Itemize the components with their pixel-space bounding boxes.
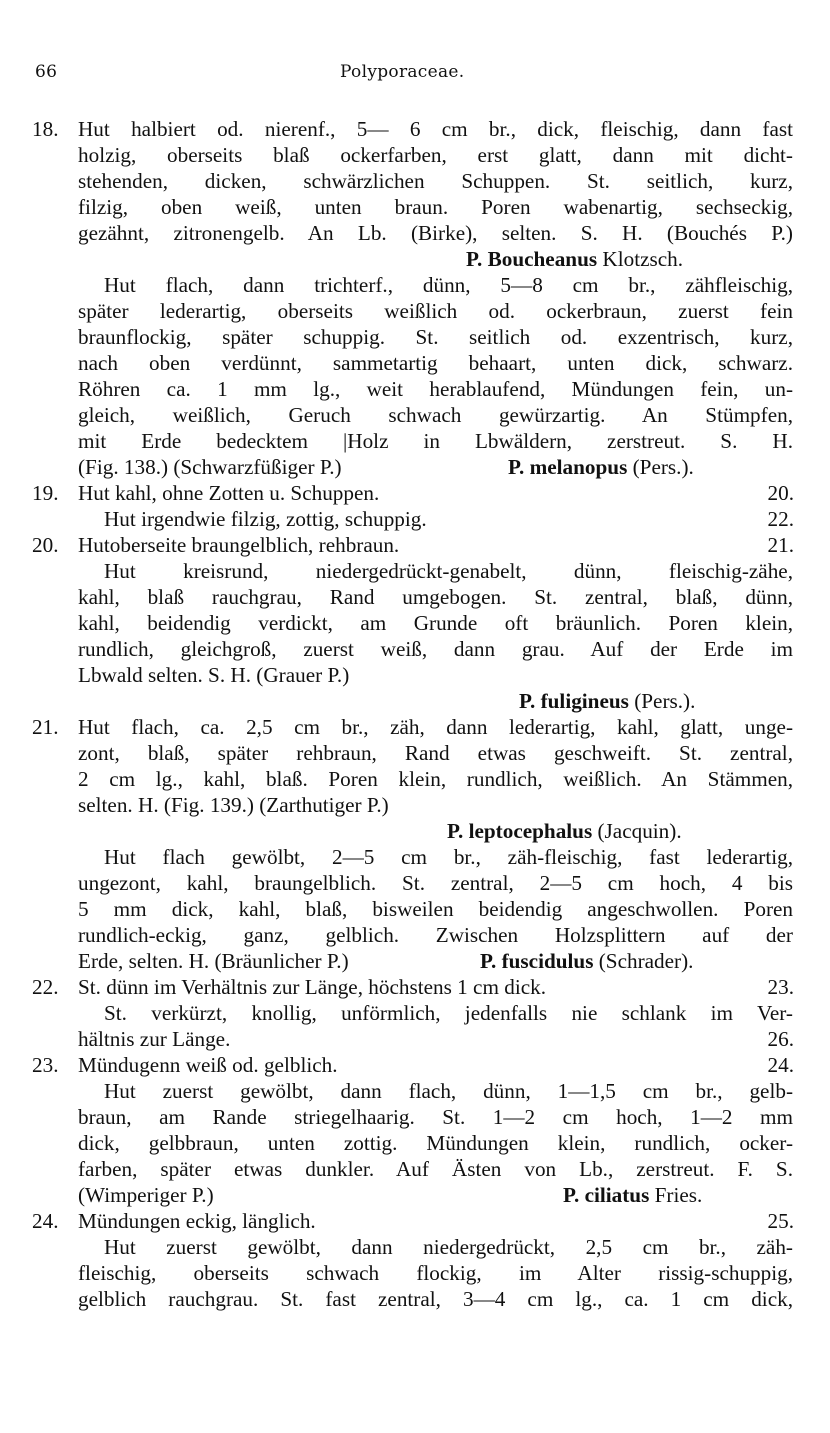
- couplet-number: 24.: [32, 1209, 59, 1233]
- species-line: [563, 1182, 793, 1208]
- text-line: stehenden, dicken, schwärzlichen Schuppen. St. seitlich, kurz,: [78, 169, 793, 193]
- text-line: St. verkürzt, knollig, unförmlich, jedenfalls nie schlank im Ver-: [104, 1001, 793, 1025]
- text-line: Hut kahl, ohne Zotten u. Schuppen.: [78, 481, 380, 505]
- text-line: Mündungen eckig, länglich.: [78, 1209, 316, 1233]
- text-line: Hut zuerst gewölbt, dann niedergedrückt, 2,5 cm br., zäh-: [104, 1235, 793, 1259]
- species-author: Fries.: [654, 1183, 703, 1207]
- couplet-number: 20.: [32, 533, 59, 557]
- text-line: Erde, selten. H. (Bräunlicher P.): [78, 949, 349, 973]
- text-line: Mündugenn weiß od. gelblich.: [78, 1053, 338, 1077]
- species-name: P. Boucheanus: [466, 247, 598, 271]
- text-line: kahl, beidendig verdickt, am Grunde oft bräunlich. Poren klein,: [78, 611, 793, 635]
- species-line: [508, 454, 798, 480]
- lead-reference: 20.: [767, 481, 794, 505]
- couplet-number: 22.: [32, 975, 59, 999]
- lead-reference: 25.: [767, 1209, 794, 1233]
- couplet-number: 21.: [32, 715, 59, 739]
- species-name: P. fuligineus: [519, 689, 629, 713]
- text-line: Hut flach, ca. 2,5 cm br., zäh, dann lederartig, kahl, glatt, unge-: [78, 715, 793, 739]
- text-line: später lederartig, oberseits weißlich od. ockerbraun, zuerst fein: [78, 299, 793, 323]
- lead-reference: 21.: [767, 533, 794, 557]
- page-number: 66: [35, 62, 58, 82]
- text-line: Hut halbiert od. nierenf., 5— 6 cm br., dick, fleischig, dann fast: [78, 117, 793, 141]
- text-line: gleich, weißlich, Geruch schwach gewürzartig. An Stümpfen,: [78, 403, 793, 427]
- text-line: nach oben verdünnt, sammetartig behaart, unten dick, schwarz.: [78, 351, 793, 375]
- text-line: Hut flach, dann trichterf., dünn, 5—8 cm br., zähfleischig,: [104, 273, 793, 297]
- text-line: 2 cm lg., kahl, blaß. Poren klein, rundlich, weißlich. An Stämmen,: [78, 767, 793, 791]
- species-line: [480, 948, 795, 974]
- text-line: gelblich rauchgrau. St. fast zentral, 3—4 cm lg., ca. 1 cm dick,: [78, 1287, 793, 1311]
- species-author: (Jacquin).: [597, 819, 682, 843]
- text-line: Hut kreisrund, niedergedrückt-genabelt, dünn, fleischig-zähe,: [104, 559, 793, 583]
- text-line: braun, am Rande striegelhaarig. St. 1—2 cm hoch, 1—2 mm: [78, 1105, 793, 1129]
- text-line: zont, blaß, später rehbraun, Rand etwas geschweift. St. zentral,: [78, 741, 793, 765]
- species-line: [466, 246, 796, 272]
- text-line: selten. H. (Fig. 139.) (Zarthutiger P.): [78, 793, 389, 817]
- species-line: [519, 688, 789, 714]
- text-line: Hutoberseite braungelblich, rehbraun.: [78, 533, 400, 557]
- text-line: (Fig. 138.) (Schwarzfüßiger P.): [78, 455, 342, 479]
- text-line: rundlich-eckig, ganz, gelblich. Zwischen Holzsplittern auf der: [78, 923, 793, 947]
- text-line: 5 mm dick, kahl, blaß, bisweilen beidendig angeschwollen. Poren: [78, 897, 793, 921]
- species-name: P. melanopus: [508, 455, 628, 479]
- text-line: gezähnt, zitronengelb. An Lb. (Birke), selten. S. H. (Bouchés P.): [78, 221, 793, 245]
- text-line: farben, später etwas dunkler. Auf Ästen von Lb., zerstreut. F. S.: [78, 1157, 793, 1181]
- text-line: fleischig, oberseits schwach flockig, im Alter rissig-schuppig,: [78, 1261, 793, 1285]
- text-line: kahl, blaß rauchgrau, Rand umgebogen. St. zentral, blaß, dünn,: [78, 585, 793, 609]
- text-line: Hut irgendwie filzig, zottig, schuppig.: [104, 507, 427, 531]
- text-line: ungezont, kahl, braungelblich. St. zentral, 2—5 cm hoch, 4 bis: [78, 871, 793, 895]
- text-line: Lbwald selten. S. H. (Grauer P.): [78, 663, 350, 687]
- lead-reference: 26.: [767, 1027, 794, 1051]
- couplet-number: 19.: [32, 481, 59, 505]
- species-author: (Schrader).: [598, 949, 694, 973]
- couplet-number: 18.: [32, 117, 59, 141]
- lead-reference: 22.: [767, 507, 794, 531]
- text-line: dick, gelbbraun, unten zottig. Mündungen klein, rundlich, ocker-: [78, 1131, 793, 1155]
- text-line: mit Erde bedecktem |Holz in Lbwäldern, zerstreut. S. H.: [78, 429, 793, 453]
- text-line: rundlich, gleichgroß, zuerst weiß, dann grau. Auf der Erde im: [78, 637, 793, 661]
- species-author: Klotzsch.: [602, 247, 684, 271]
- text-line: Hut flach gewölbt, 2—5 cm br., zäh-fleischig, fast lederartig,: [104, 845, 793, 869]
- species-name: P. leptocephalus: [447, 819, 593, 843]
- species-line: [447, 818, 787, 844]
- text-line: St. dünn im Verhältnis zur Länge, höchstens 1 cm dick.: [78, 975, 547, 999]
- text-line: (Wimperiger P.): [78, 1183, 214, 1207]
- lead-reference: 24.: [767, 1053, 794, 1077]
- text-line: Hut zuerst gewölbt, dann flach, dünn, 1—1,5 cm br., gelb-: [104, 1079, 793, 1103]
- text-line: filzig, oben weiß, unten braun. Poren wabenartig, sechseckig,: [78, 195, 793, 219]
- text-line: braunflockig, später schuppig. St. seitlich od. exzentrisch, kurz,: [78, 325, 793, 349]
- running-title: Polyporaceae.: [340, 62, 465, 82]
- lead-reference: 23.: [767, 975, 794, 999]
- couplet-number: 23.: [32, 1053, 59, 1077]
- species-name: P. ciliatus: [563, 1183, 650, 1207]
- species-author: (Pers.).: [634, 689, 696, 713]
- text-line: hältnis zur Länge.: [78, 1027, 231, 1051]
- species-author: (Pers.).: [632, 455, 694, 479]
- species-name: P. fuscidulus: [480, 949, 594, 973]
- text-line: holzig, oberseits blaß ockerfarben, erst glatt, dann mit dicht-: [78, 143, 793, 167]
- text-line: Röhren ca. 1 mm lg., weit herablaufend, Mündungen fein, un-: [78, 377, 793, 401]
